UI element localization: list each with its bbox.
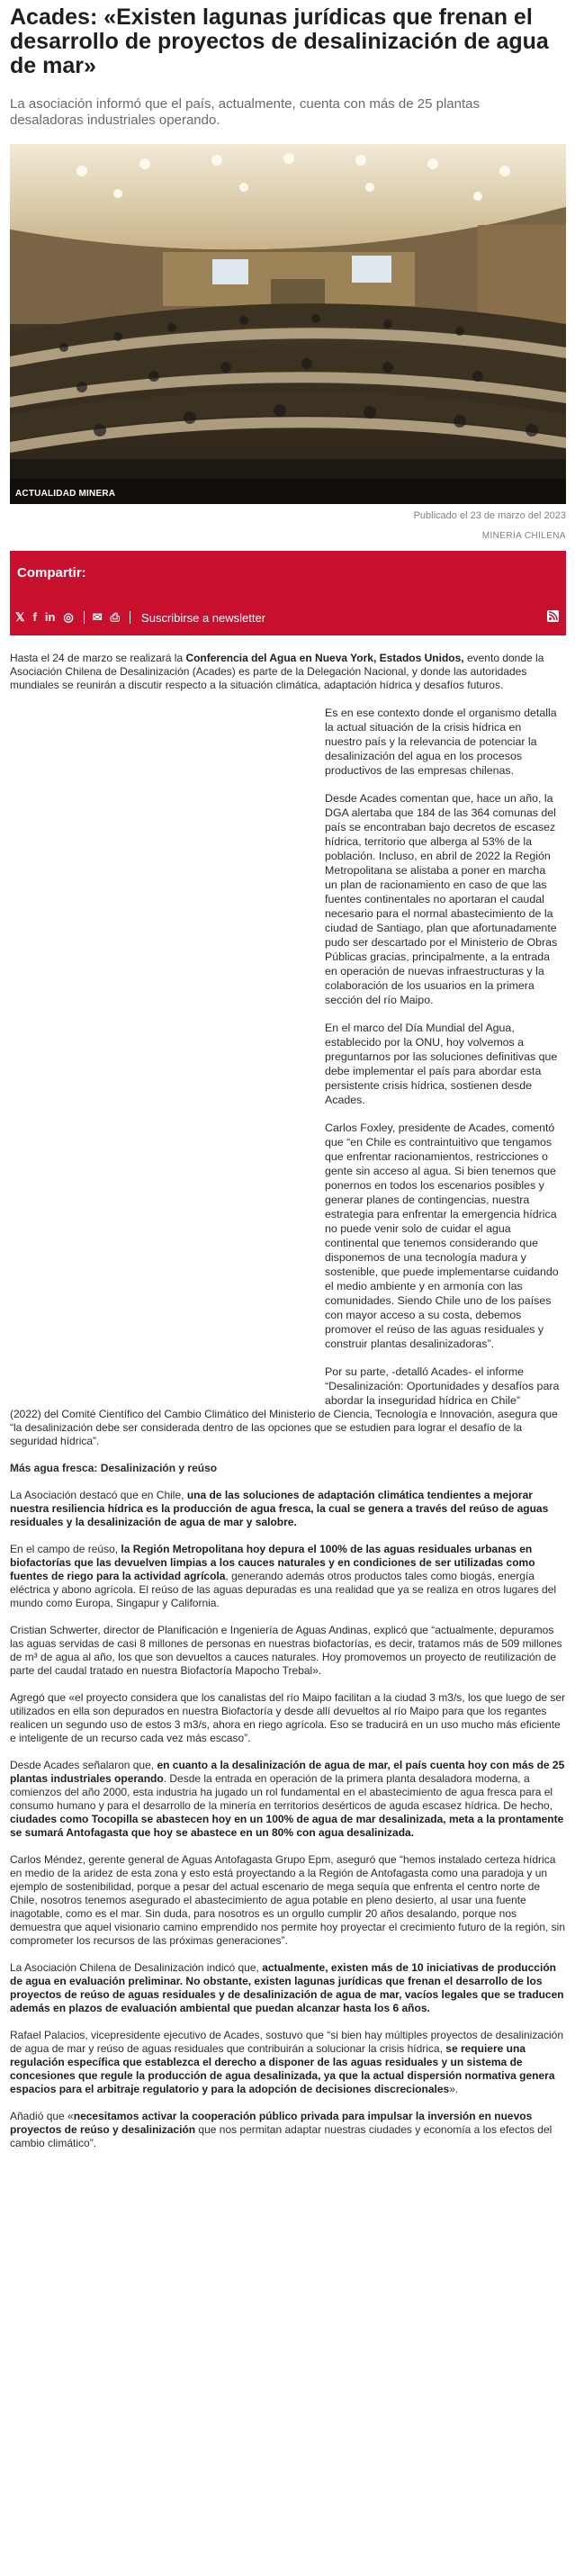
share-divider <box>84 611 85 624</box>
body-paragraph: Rafael Palacios, vicepresidente ejecutivo de Acades, sostuvo que “si bien hay múltiples proyectos de desalinización de agua de mar y reúso de aguas residuales que contribuirán a solucionar la crisis hídrica, se requiere una regulación específica que establezca el derecho a disponer de las aguas residuales y un sistema de concesiones que regule la producción de agua desalinizada, ya que la actual dispersión normativa genera espacios para el arbitraje regulatorio y para la adopción de decisiones discrecionales». <box>10 2029 564 2095</box>
article-lede: La asociación informó que el país, actualmente, cuenta con más de 25 plantas desaladoras industriales operando. <box>10 96 480 128</box>
body-paragraph: Desde Acades señalaron que, en cuanto a la desalinización de agua de mar, el país cuenta hoy con más de 25 plantas industriales operando. Desde la entrada en operación de la primera planta desaladora moderna, a comienzos del año 2000, esta industria ha jugado un rol fundamental en el abastecimiento de agua fresca para el consumo humano y para el desarrollo de la minería en territorios desérticos de aguda escasez hídrica. De hecho, ciudades como Tocopilla se abastecen hoy en un 100% de agua de mar desalinizada, meta a la prontamente se sumará Antofagasta que hoy se abastece en un 80% con agua desalinizada. <box>10 1759 565 1839</box>
rss-icon[interactable] <box>547 610 559 622</box>
conference-hall-image <box>10 144 566 504</box>
share-title: Compartir: <box>17 565 86 581</box>
body-paragraph: En el marco del Día Mundial del Agua, establecido por la ONU, hoy volvemos a preguntarnos por las soluciones definitivas que debe implementar el país para abordar esta persistente crisis hídrica, sostienen desde Acades. <box>325 1022 558 1106</box>
body-paragraph: Por su parte, -detalló Acades- el informe “Desalinización: Oportunidades y desafíos para abordar la inseguridad hídrica en Chile” <box>325 1365 560 1407</box>
email-icon[interactable]: ✉ <box>92 610 103 624</box>
share-bar <box>10 551 566 635</box>
share-icons-row <box>15 608 265 626</box>
body-paragraph: Desde Acades comentan que, hace un año, la DGA alertaba que 184 de las 364 comunas del país se encontraban bajo decretos de escasez hídrica, territorio que alberga al 53% de la población. Incluso, en abril de 2022 la Región Metropolitana se alistaba a poner en marcha un plan de racionamiento en caso de que las fuentes continentales no aportaran el caudal necesario para el normal abastecimiento de la ciudad de Santiago, plan que afortunadamente pudo ser descartado por el Ministerio de Obras Públicas gracias, principalmente, a la entrada en operación de nuevas infraestructuras y la colaboración de los usuarios en la primera sección del río Maipo. <box>325 792 558 1006</box>
body-paragraph: Hasta el 24 de marzo se realizará la Conferencia del Agua en Nueva York, Estados Unidos, evento donde la Asociación Chilena de Desalinización (Acades) es parte de la Delegación Nacional, y donde las autoridades mundiales se reunirán a discutir respecto a la situación climática, adaptación hídrica y desafíos futuros. <box>10 652 544 691</box>
twitter-icon[interactable]: 𝕏 <box>15 610 25 624</box>
newsletter-link[interactable]: Suscribirse a newsletter <box>141 610 266 625</box>
body-paragraph: (2022) del Comité Científico del Cambio Climático del Ministerio de Ciencia, Tecnología e Innovación, asegura que “la desalinización debe ser considerada dentro de las opciones que se estudien para lograr el desafío de la seguridad hídrica”. <box>10 1408 558 1447</box>
body-paragraph: En el campo de reúso, la Región Metropolitana hoy depura el 100% de las aguas residuales urbanas en biofactorías que las devuelven limpias a los cauces naturales y en condiciones de ser utilizadas como fuentes de riego para la actividad agrícola, generando además otros productos tales como biogás, energía eléctrica y abono agrícola. El reúso de las aguas depuradas es una realidad que ya se realiza en otros lugares del mundo como Europa, Singapur y California. <box>10 1543 557 1609</box>
facebook-icon[interactable]: f <box>32 610 37 624</box>
body-paragraph: La Asociación destacó que en Chile, una de las soluciones de adaptación climática tendientes a mejorar nuestra resiliencia hídrica es la producción de agua fresca, la cual se genera a través del reúso de aguas residuales y la desalinización de agua de mar y salobre. <box>10 1489 549 1528</box>
section-subheading: Más agua fresca: Desalinización y reúso <box>10 1462 218 1474</box>
source-label: MINERÍA CHILENA <box>481 531 566 541</box>
body-paragraph: Cristian Schwerter, director de Planificación e Ingeniería de Aguas Andinas, explicó que “actualmente, depuramos las aguas servidas de casi 8 millones de personas en nuestras biofactorías, es decir, tratamos más de 509 millones de m³ de agua al año, los que son devueltos a cauces naturales. Hoy promovemos un proyecto de reutilización de parte del caudal tratado en nuestra Biofactoría Mapocho Trebal». <box>10 1624 562 1677</box>
body-paragraph: Es en ese contexto donde el organismo detalla la actual situación de la crisis hídrica en nuestro país y la relevancia de potenciar la desalinización del agua en los procesos productivos de las empresas chilenas. <box>325 707 557 777</box>
whatsapp-icon[interactable]: ◎ <box>63 610 74 624</box>
body-paragraph: Carlos Méndez, gerente general de Aguas Antofagasta Grupo Epm, aseguró que “hemos instalado certeza hídrica en medio de la aridez de esta zona y esto está proyectando a la Región de Antofagasta como una paradoja y un ejemplo de sostenibilidad, porque a pesar del actual escenario de mega sequía que enfrenta el centro norte de Chile, nosotros tenemos asegurado el abastecimiento de agua potable en pleno desierto, al usar una fuente inagotable, como es el mar. Sin duda, para nosotros es un orgullo cumplir 20 años desalando, porque nos demuestra que aquel visionario camino emprendido nos permite hoy proyectar el crecimiento futuro de la región, sin comprometer los recursos de las próximas generaciones”. <box>10 1853 565 1947</box>
article-photo <box>10 144 566 504</box>
body-paragraph: Añadió que «necesitamos activar la cooperación público privada para impulsar la inversión en nuevos proyectos de reúso y desalinización que nos permitan adaptar nuestras ciudades y economía a los efectos del cambio climático”. <box>10 2110 553 2149</box>
publish-date: Publicado el 23 de marzo del 2023 <box>413 510 566 521</box>
print-icon[interactable]: ⎙ <box>110 610 121 624</box>
body-paragraph: La Asociación Chilena de Desalinización indicó que, actualmente, existen más de 10 iniciativas de producción de agua en evaluación preliminar. No obstante, existen lagunas jurídicas que frenan el desarrollo de los proyectos de reúso de aguas residuales y de desalinización de agua de mar, vacíos legales que se traducen además en plazos de evaluación ambiental que puedan alcanzar hasta los 6 años. <box>10 1961 564 2014</box>
article-title: Acades: «Existen lagunas jurídicas que frenan el desarrollo de proyectos de desalinización de agua de mar» <box>10 5 549 78</box>
body-paragraph: Agregó que «el proyecto considera que los canalistas del río Maipo facilitan a la ciudad 3 m3/s, los que luego de ser utilizados en ella son depurados en nuestra Biofactoría y desde allí devueltos al río Maipo para que los regantes realicen un segundo uso de estos 3 m3/s, ahora en riego agrícola. Eso se traducirá en un uso mucho más eficiente e inteligente de un recurso cada vez más escaso”. <box>10 1691 566 1744</box>
linkedin-icon[interactable]: in <box>44 610 56 624</box>
article-body <box>10 652 566 2164</box>
photo-caption: ACTUALIDAD MINERA <box>15 489 116 499</box>
body-paragraph: Carlos Foxley, presidente de Acades, comentó que “en Chile es contraintuitivo que tengamos que enfrentar racionamientos, restricciones o gente sin acceso al agua. Si bien tenemos que ponernos en todos los escenarios posibles y generar planes de contingencias, nuestra estrategia para enfrentar la emergencia hídrica no puede venir solo de cuidar el agua continental que tenemos considerando que disponemos de una tecnología madura y sostenible, que puede implementarse cuidando el medio ambiente y en armonía con las comunidades. Siendo Chile uno de los países con mayor acceso a su costa, debemos promover el reúso de las aguas residuales y construir plantas desalinizadoras”. <box>325 1121 559 1350</box>
